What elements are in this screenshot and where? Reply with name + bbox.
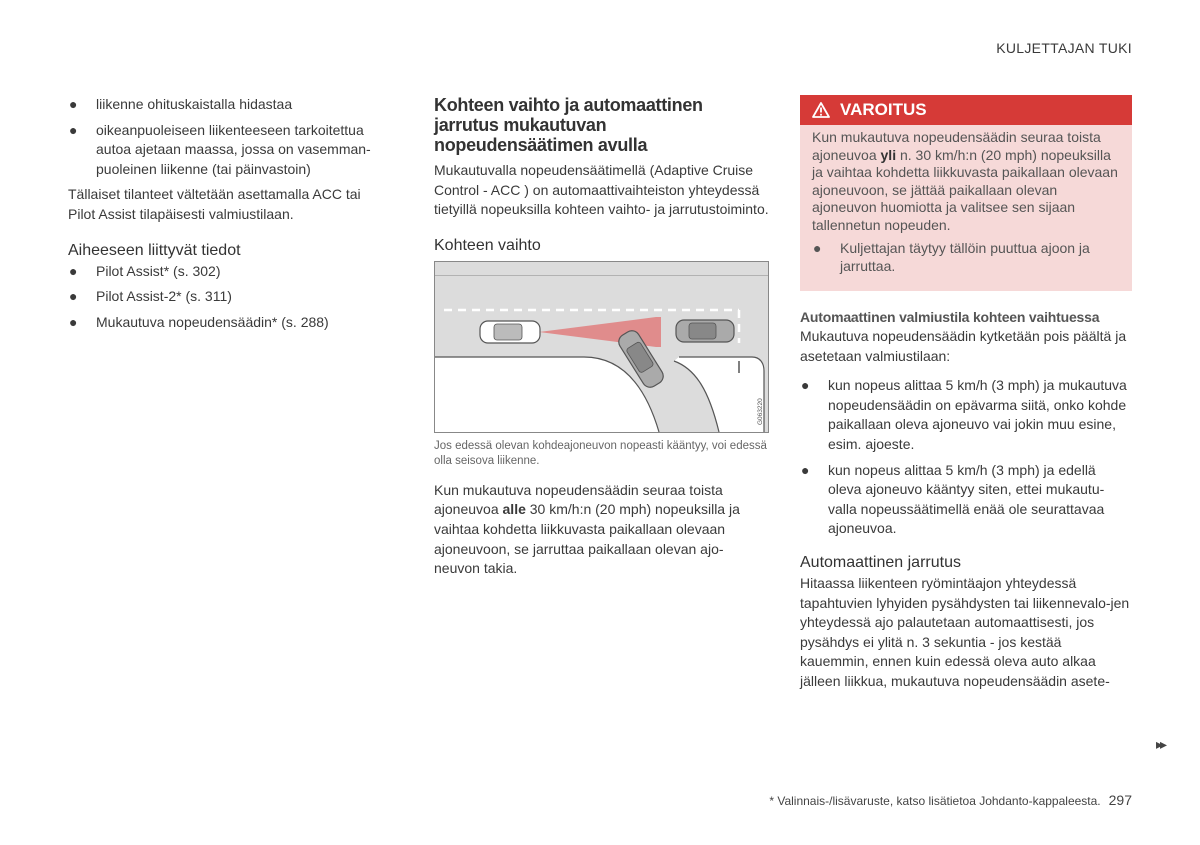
list-item: ● oikeanpuoleiseen liikenteeseen tarkoitettua autoa ajetaan maassa, jossa on vasemman-puoleinen liikenne (tai päinvastoin) xyxy=(69,121,371,177)
ego-car-icon xyxy=(480,321,540,343)
warning-bullet: ● Kuljettajan täytyy tällöin puuttua ajoon ja jarruttaa. xyxy=(813,240,1090,274)
figure-caption: Jos edessä olevan kohdeajoneuvon nopeasti kääntyy, voi edessä olla seisova liikenne. xyxy=(434,439,767,467)
paragraph: Hitaassa liikenteen ryömintäajon yhteydessä tapahtuvien lyhyiden pysähdysten tai liikennevalo-jen yhteydessä ajo palautetaan automaattisesti, jos pysähdys ei ylitä n. 3 sekuntia - jos kestää kauemmin, ennen kuin edessä oleva auto alkaa jälleen liikkua, mukautuva nopeudensäädin asete- xyxy=(800,574,1130,689)
warning-box xyxy=(800,95,1132,291)
figure-code: G063220 xyxy=(757,398,764,425)
paragraph: Kun mukautuva nopeudensäädin seuraa toista ajoneuvoa alle 30 km/h:n (20 mph) nopeuksilla ja vaihtaa kohdetta liikkuvasta paikallaan olevaan ajoneuvoon, se jarruttaa paikallaan olevan ajo-neuvon takia. xyxy=(434,481,740,577)
column-left xyxy=(68,95,390,338)
related-link[interactable]: ● Pilot Assist* (s. 302) xyxy=(69,262,221,279)
paragraph: Mukautuva nopeudensäädin kytketään pois päältä ja asetetaan valmiustilaan: xyxy=(800,328,1127,364)
warning-triangle-icon xyxy=(812,102,830,118)
footnote: * Valinnais-/lisävaruste, katso lisätietoa Johdanto-kappaleesta. 297 xyxy=(769,792,1132,808)
list-item: ● liikenne ohituskaistalla hidastaa xyxy=(69,96,293,112)
continue-arrows-icon: ▸▸ xyxy=(1155,736,1164,752)
section-title: Kohteen vaihto ja automaattinen jarrutus mukautuvan nopeudensäätimen avulla xyxy=(434,95,703,155)
column-right xyxy=(800,95,1132,700)
paragraph: Tällaiset tilanteet vältetään asettamalla ACC tai Pilot Assist tilapäisesti valmiustilaan. xyxy=(68,186,361,222)
warning-title: VAROITUS xyxy=(840,100,927,119)
related-link[interactable]: ● Pilot Assist-2* (s. 311) xyxy=(69,288,232,305)
related-heading: Aiheeseen liittyvät tiedot xyxy=(68,241,241,259)
intro-paragraph: Mukautuvalla nopeudensäätimellä (Adaptive Cruise Control - ACC ) on automaattivaihteiston yhteydessä tietyillä nopeuksilla kohteen vaihto- ja jarrutustoiminto. xyxy=(434,162,769,218)
target-change-illustration xyxy=(434,261,769,433)
warning-header xyxy=(800,95,1132,125)
column-middle xyxy=(434,95,769,587)
list-item: ● kun nopeus alittaa 5 km/h (3 mph) ja mukautuva nopeudensäädin on epävarma siitä, onko kohde paikallaan oleva ajoneuvo vai jokin muu esine, esim. ajoeste. xyxy=(801,377,1127,452)
standby-heading: Automaattinen valmiustila kohteen vaihtuessa xyxy=(800,309,1100,325)
list-item: ● kun nopeus alittaa 5 km/h (3 mph) ja edellä oleva ajoneuvo kääntyy siten, ettei mukautu-valla nopeussäätimellä enää ole seurattavaa ajoneuvoa. xyxy=(801,461,1105,537)
related-link[interactable]: ● Mukautuva nopeudensäädin* (s. 288) xyxy=(69,313,329,330)
stationary-car-icon xyxy=(676,320,734,342)
warning-text: Kun mukautuva nopeudensäädin seuraa toista ajoneuvoa yli n. 30 km/h:n (20 mph) nopeuksilla ja vaihtaa kohdetta liikkuvasta paikallaan olevaan ajoneuvoon, se jättää paikallaan olevan ajoneuvon huomiotta ja valitsee sen sijaan tallennetun nopeuden. xyxy=(812,129,1118,233)
section-header: KULJETTAJAN TUKI xyxy=(996,40,1132,56)
brake-heading: Automaattinen jarrutus xyxy=(800,553,961,571)
page-number: 297 xyxy=(1108,792,1132,808)
subheading-target-change: Kohteen vaihto xyxy=(434,236,541,254)
